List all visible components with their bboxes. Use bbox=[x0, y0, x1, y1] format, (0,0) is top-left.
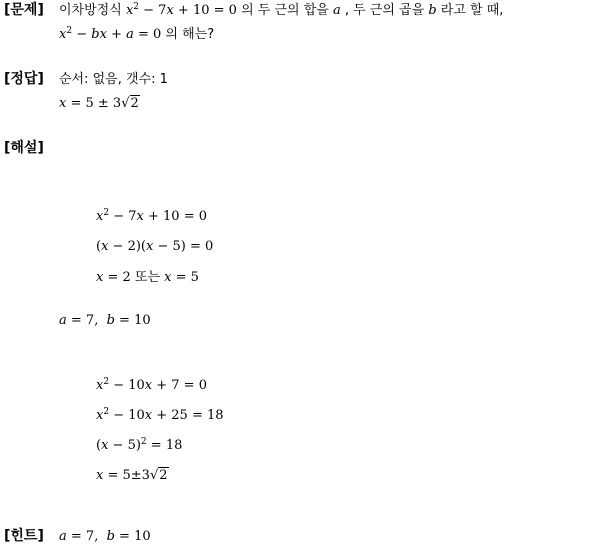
explanation-step2-line1: $x^2 - 10x + 7 = 0$ bbox=[96, 377, 207, 393]
or-word: 또는 bbox=[134, 270, 161, 285]
problem-var-a: a bbox=[332, 3, 341, 18]
problem-prefix: 이차방정식 bbox=[59, 3, 126, 18]
explanation-label: [해설] bbox=[4, 140, 44, 156]
explanation-step1-line3: x = 2 또는 x = 5 bbox=[96, 270, 199, 285]
explanation-step2-line2: $x^2 - 10x + 25 = 18$ bbox=[96, 407, 224, 423]
problem-var-b: b bbox=[428, 3, 437, 18]
explanation-step1-line1: $x^2 - 7x + 10 = 0$ bbox=[96, 208, 207, 224]
answer-text bbox=[59, 70, 168, 89]
hint-label: [힌트] bbox=[4, 528, 44, 544]
answer-order-count: 순서: 없음, 갯수: 1 bbox=[59, 72, 168, 87]
explanation-step1-line2: (x − 2)(x − 5) = 0 bbox=[96, 239, 214, 254]
answer-label: [정답] bbox=[4, 71, 44, 87]
problem-tail-text: 라고 할 때, bbox=[436, 3, 504, 18]
problem-label: [문제] bbox=[4, 2, 44, 18]
answer-value: x = 5 ± 3√2 bbox=[59, 96, 139, 111]
problem-line-2 bbox=[59, 25, 214, 44]
explanation-step2-line4: x = 5±3√2 bbox=[96, 468, 168, 483]
explanation-ab: a = 7, b = 10 bbox=[59, 313, 151, 328]
problem-sum-text: 의 두 근의 합을 bbox=[236, 3, 333, 18]
explanation-step2-line3: $(x - 5)^2 = 18$ bbox=[96, 437, 183, 453]
problem-line-1 bbox=[59, 1, 503, 20]
problem-question: 의 해는? bbox=[161, 27, 215, 42]
problem-equation-2: $x^2$ − bx + a = 0 bbox=[59, 26, 162, 42]
problem-equation-1: $x^2 - 7x + 10 = 0$ bbox=[125, 2, 237, 18]
problem-product-text: , 두 근의 곱을 bbox=[340, 3, 429, 18]
hint-text: a = 7, b = 10 bbox=[59, 529, 151, 544]
